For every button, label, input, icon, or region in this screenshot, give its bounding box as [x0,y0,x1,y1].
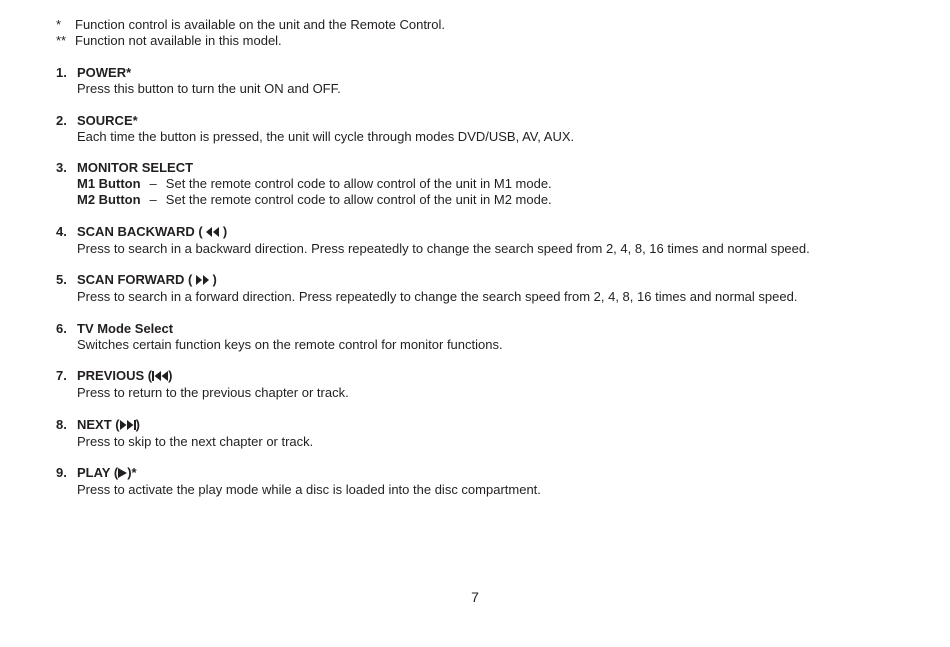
m1-button-text: Set the remote control code to allow control of the unit in M1 mode. [165,176,552,191]
title-prefix: SCAN BACKWARD ( [77,223,207,239]
m2-button-row [77,192,936,208]
item-previous [56,368,936,401]
next-track-icon [120,418,136,434]
item-number: 6. [56,320,67,336]
item-title: MONITOR SELECT [77,160,194,175]
item-number: 1. [56,65,67,80]
item-next [56,417,936,450]
item-description: Press to search in a forward direction. Press repeatedly to change the search speed from 2, 4, 8, 16 times and normal speed. [77,289,798,304]
item-title [77,272,936,289]
title-suffix: ) [219,223,228,239]
dash: – [149,176,157,191]
footnotes [56,17,445,49]
footnote-not-available [56,33,445,49]
footnote-text: Function control is available on the unit and the Remote Control. [75,17,445,32]
m1-button-row [77,176,936,192]
item-description: Each time the button is pressed, the unit will cycle through modes DVD/USB, AV, AUX. [77,128,575,144]
item-tv-mode-select [56,321,936,353]
item-description: Press to activate the play mode while a disc is loaded into the disc compartment. [77,482,541,497]
item-scan-forward [56,272,936,305]
item-title: TV Mode Select [77,320,174,336]
item-title: SOURCE* [77,112,138,128]
item-number: 8. [56,416,67,432]
m1-button-label: M1 Button [77,176,141,191]
title-suffix: ) [168,368,173,383]
item-number: 3. [56,160,67,175]
item-description: Switches certain function keys on the remote control for monitor functions. [77,336,503,352]
item-title [77,465,936,482]
scan-forward-icon [196,273,209,289]
item-power [56,65,936,97]
m2-button-text: Set the remote control code to allow control of the unit in M2 mode. [165,192,552,207]
title-prefix: PREVIOUS ( [77,368,153,383]
item-scan-backward [56,224,936,257]
dash: – [149,192,157,207]
page-number: 7 [471,589,479,605]
title-prefix: NEXT ( [77,416,120,432]
item-play [56,465,936,498]
title-prefix: PLAY ( [77,465,119,480]
item-title: POWER* [77,65,132,80]
item-monitor-select [56,160,936,208]
m2-button-label: M2 Button [77,192,141,207]
scan-backward-icon [206,225,219,241]
item-description: Press to search in a backward direction. Press repeatedly to change the search speed from 2, 4, 8, 16 times and normal speed. [77,240,810,256]
item-title [77,417,936,434]
title-suffix: ) [135,416,140,432]
footnote-marker: ** [56,33,67,48]
previous-track-icon [152,369,168,385]
item-title [77,224,936,241]
footnote-available [56,17,445,33]
item-description: Press to skip to the next chapter or track. [77,433,314,449]
item-description: Press to return to the previous chapter or track. [77,385,349,400]
item-source [56,113,936,145]
title-suffix: )* [127,465,137,480]
item-number: 9. [56,465,67,480]
function-list [56,65,936,514]
footnote-marker: * [56,17,62,32]
title-prefix: SCAN FORWARD ( [77,272,196,287]
play-icon [118,466,127,482]
title-suffix: ) [208,272,217,287]
footnote-text: Function not available in this model. [75,33,282,48]
item-description: Press this button to turn the unit ON and OFF. [77,81,341,96]
item-number: 4. [56,223,67,239]
item-number: 2. [56,112,67,128]
item-title [77,368,936,385]
item-number: 5. [56,272,67,287]
item-number: 7. [56,368,67,383]
